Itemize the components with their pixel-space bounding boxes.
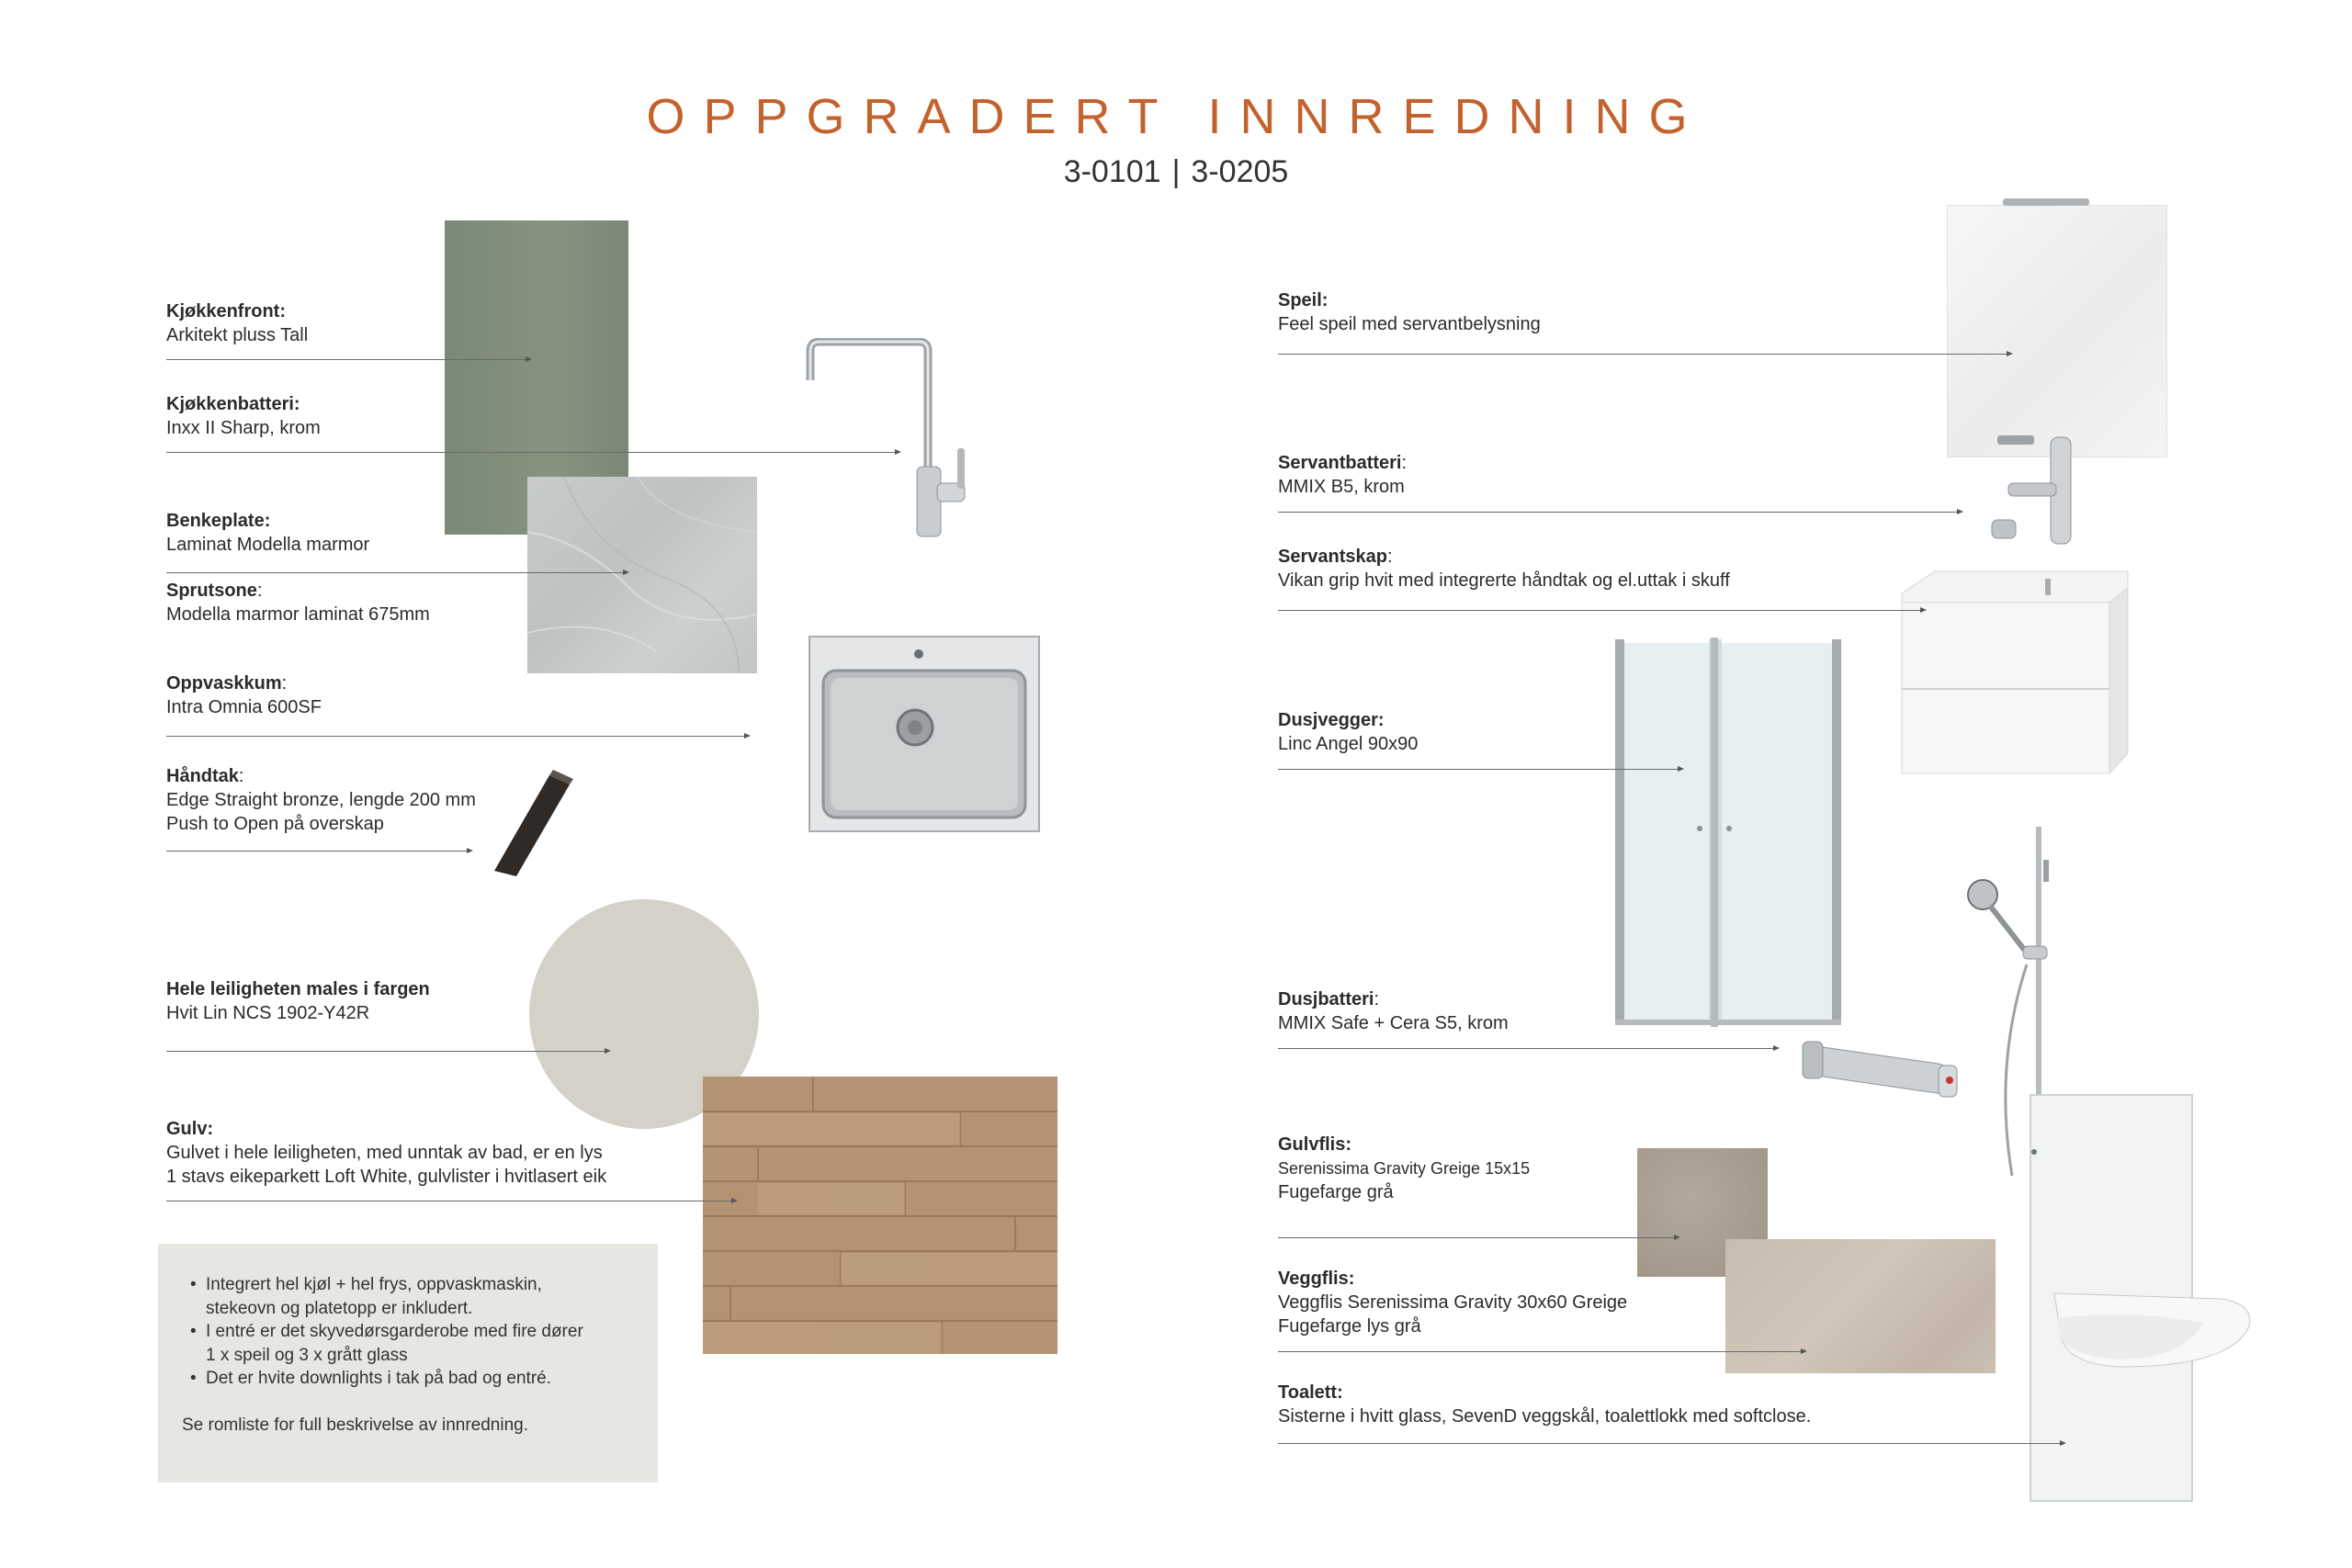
info-item: • I entré er det skyvedørsgarderobe med fire dører 1 x speil og 3 x grått glass (182, 1320, 634, 1367)
handle-icon (485, 768, 595, 878)
leader-line (166, 736, 745, 737)
label-splash: Sprutsone: Modella marmor laminat 675mm (166, 581, 430, 625)
info-list (182, 1273, 634, 1391)
leader-line (166, 851, 468, 852)
leader-line (1278, 1351, 1802, 1352)
leader-line (166, 452, 896, 453)
label-paint: Hele leiligheten males i fargen Hvit Lin NCS 1902-Y42R (166, 979, 430, 1023)
basin-faucet-icon (1990, 432, 2091, 547)
label-mirror: Speil: Feel speil med servantbelysning (1278, 290, 1541, 334)
label-cabinet: Servantskap: Vikan grip hvit med integrerte håndtak og el.uttak i skuff (1278, 547, 1730, 591)
leader-line (1278, 354, 2007, 355)
label-countertop: Benkeplate: Laminat Modella marmor (166, 511, 370, 555)
mirror-image (1948, 206, 2166, 457)
leader-line (166, 1051, 605, 1052)
unit-b: 3-0205 (1191, 154, 1289, 189)
info-item: • Integrert hel kjøl + hel frys, oppvaskmaskin, stekeovn og platetopp er inkludert. (182, 1273, 634, 1320)
unit-numbers (0, 154, 2352, 190)
label-shower-faucet: Dusjbatteri: MMIX Safe + Cera S5, krom (1278, 989, 1509, 1033)
leader-line (1278, 512, 1958, 513)
info-note: Se romliste for full beskrivelse av innredning. (182, 1415, 529, 1435)
label-kitchen-front: Kjøkkenfront: Arkitekt pluss Tall (166, 301, 309, 345)
label-floor: Gulv: Gulvet i hele leiligheten, med unntak av bad, er en lys 1 stavs eikeparkett Loft White, gulvlister i hvitlasert eik (166, 1119, 607, 1187)
label-toilet: Toalett: Sisterne i hvitt glass, SevenD veggskål, toalettlokk med softclose. (1278, 1382, 1812, 1427)
floor-planks (703, 1077, 1057, 1354)
label-shower-walls: Dusjvegger: Linc Angel 90x90 (1278, 710, 1419, 754)
kitchen-faucet-icon (799, 338, 983, 538)
label-wall-tile: Veggflis: Veggflis Serenissima Gravity 30x60 Greige Fugefarge lys grå (1278, 1269, 1628, 1337)
leader-line (166, 359, 526, 360)
label-handle: Håndtak: Edge Straight bronze, lengde 200 mm Push to Open på overskap (166, 766, 476, 834)
leader-line (1278, 1443, 2061, 1444)
mirror-light (2003, 198, 2089, 206)
leader-line (166, 572, 624, 573)
info-box (158, 1244, 658, 1483)
unit-a: 3-0101 (1063, 154, 1161, 189)
leader-line (1278, 1237, 1675, 1238)
countertop-swatch (527, 477, 757, 673)
label-kitchen-faucet: Kjøkkenbatteri: Inxx II Sharp, krom (166, 394, 321, 438)
label-basin-faucet: Servantbatteri: MMIX B5, krom (1278, 453, 1408, 497)
toilet-icon (1983, 1091, 2258, 1506)
info-item: • Det er hvite downlights i tak på bad og entré. (182, 1367, 634, 1391)
page-title: OPPGRADERT INNREDNING (646, 89, 1706, 144)
floor-swatch (703, 1077, 1057, 1354)
unit-separator: | (1171, 154, 1181, 189)
shower-enclosure-icon (1611, 636, 1847, 1031)
shower-mixer-icon (1801, 1027, 1962, 1100)
marble-veins (527, 477, 757, 673)
sink-icon (808, 636, 1040, 832)
label-floor-tile: Gulvflis: Serenissima Gravity Greige 15x15 Fugefarge grå (1278, 1134, 1531, 1202)
leader-line (1278, 769, 1679, 770)
leader-line (1278, 1048, 1774, 1049)
leader-line (1278, 610, 1921, 611)
label-sink: Oppvaskkum: Intra Omnia 600SF (166, 673, 322, 717)
wall-tile-swatch (1725, 1239, 1996, 1373)
vanity-cabinet-icon (1898, 570, 2132, 777)
